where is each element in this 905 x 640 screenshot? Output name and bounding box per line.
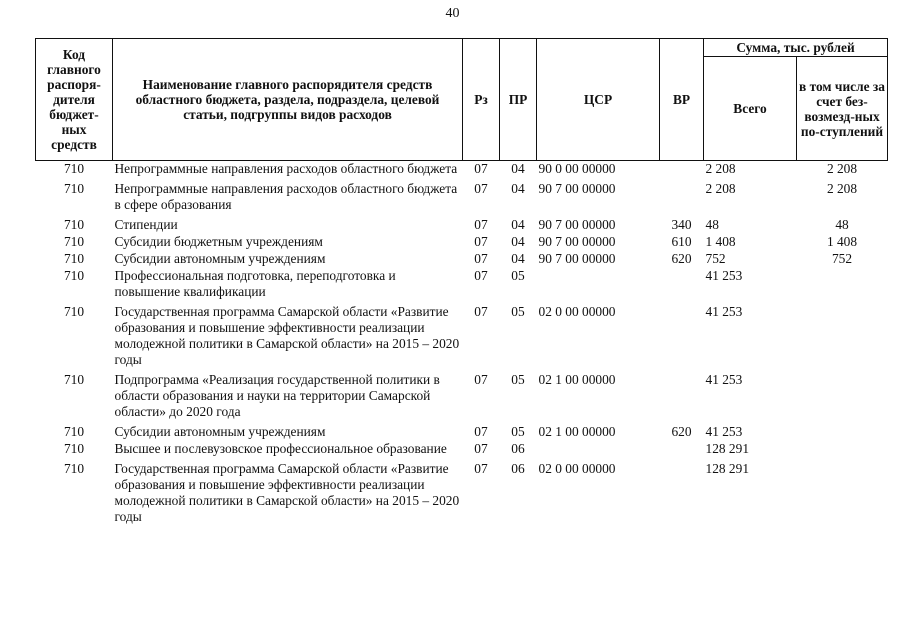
cell-rz: 07 [474,251,488,266]
cell-rz: 07 [474,424,488,439]
cell-rz: 07 [474,441,488,456]
cell-code: 710 [63,372,85,387]
cell-total: 128 291 [705,441,750,456]
header-vr: ВР [660,39,704,161]
cell-rz: 07 [474,161,488,176]
cell-rz: 07 [474,181,488,196]
cell-name: Стипендии [114,217,178,232]
cell-rz: 07 [474,372,488,387]
table-row [36,181,888,217]
cell-code: 710 [63,304,85,319]
cell-csr: 02 0 00 00000 [538,461,616,476]
cell-including [797,372,888,424]
cell-pr: 05 [511,268,525,283]
cell-total: 48 [705,217,719,232]
cell-pr: 06 [511,461,525,476]
table-row [36,424,888,441]
page-number: 40 [445,6,460,21]
cell-vr [660,181,704,217]
cell-name: Государственная программа Самарской области «Развитие образования и повышение эффективности реализации молодежной политики в Самарской области» на 2015 – 2020 годы [114,461,460,524]
cell-vr: 610 [671,234,692,249]
cell-including: 1 408 [826,234,858,249]
table-header [36,39,888,161]
cell-csr: 02 1 00 00000 [538,424,616,439]
table-row [36,161,888,182]
cell-vr: 620 [671,424,692,439]
cell-total: 128 291 [705,461,750,476]
cell-pr: 05 [511,372,525,387]
cell-including [797,461,888,529]
cell-total: 1 408 [705,234,736,249]
cell-vr: 620 [671,251,692,266]
cell-including: 2 208 [826,181,858,196]
cell-name: Подпрограмма «Реализация государственной политики в области образования и науки на территории Самарской области» до 2020 года [114,372,440,419]
cell-code: 710 [63,181,85,196]
header-sum: Сумма, тыс. рублей [704,39,888,57]
cell-rz: 07 [474,217,488,232]
cell-code: 710 [63,268,85,283]
cell-total: 752 [705,251,726,266]
cell-vr [660,441,704,461]
header-pr: ПР [500,39,537,161]
cell-csr: 90 0 00 00000 [538,161,616,176]
table-row [36,372,888,424]
cell-including: 752 [831,251,853,266]
cell-pr: 05 [511,424,525,439]
cell-csr [537,268,660,304]
table-row [36,304,888,372]
cell-including: 48 [835,217,849,232]
cell-csr: 90 7 00 00000 [538,251,616,266]
cell-total: 41 253 [705,424,743,439]
cell-vr [660,304,704,372]
cell-rz: 07 [474,268,488,283]
cell-vr [660,268,704,304]
table-row [36,234,888,251]
cell-code: 710 [63,424,85,439]
cell-rz: 07 [474,304,488,319]
cell-name: Непрограммные направления расходов областного бюджета в сфере образования [114,181,458,212]
cell-total: 41 253 [705,268,743,283]
cell-csr [537,441,660,461]
cell-code: 710 [63,217,85,232]
header-including: в том числе за счет без-возмезд-ных по-ступлений [797,57,888,161]
cell-code: 710 [63,251,85,266]
table-body [36,161,888,530]
cell-pr: 06 [511,441,525,456]
cell-vr [660,372,704,424]
cell-total: 2 208 [705,181,736,196]
cell-code: 710 [63,161,85,176]
cell-vr [660,161,704,182]
cell-csr: 02 0 00 00000 [538,304,616,319]
header-name: Наименование главного распорядителя средств областного бюджета, раздела, подраздела, целевой статьи, подгруппы видов расходов [113,39,463,161]
header-csr: ЦСР [537,39,660,161]
cell-pr: 04 [511,161,525,176]
cell-name: Профессиональная подготовка, переподготовка и повышение квалификации [114,268,396,299]
cell-including: 2 208 [826,161,858,176]
cell-name: Субсидии бюджетным учреждениям [114,234,323,249]
cell-vr: 340 [671,217,692,232]
table-row [36,461,888,529]
cell-total: 41 253 [705,372,743,387]
cell-name: Высшее и послевузовское профессиональное образование [114,441,447,456]
cell-including [797,424,888,441]
cell-including [797,441,888,461]
header-code: Код главного распоря-дителя бюджет-ных средств [36,39,113,161]
cell-rz: 07 [474,234,488,249]
table-row [36,251,888,268]
cell-name: Государственная программа Самарской области «Развитие образования и повышение эффективности реализации молодежной политики в Самарской области» на 2015 – 2020 годы [114,304,460,367]
table-row [36,268,888,304]
cell-code: 710 [63,461,85,476]
cell-pr: 05 [511,304,525,319]
cell-code: 710 [63,234,85,249]
table-row [36,217,888,234]
cell-name: Субсидии автономным учреждениям [114,424,326,439]
cell-total: 2 208 [705,161,736,176]
cell-rz: 07 [474,461,488,476]
cell-csr: 02 1 00 00000 [538,372,616,387]
cell-name: Субсидии автономным учреждениям [114,251,326,266]
budget-table [35,38,888,529]
cell-csr: 90 7 00 00000 [538,217,616,232]
header-total: Всего [704,57,797,161]
cell-pr: 04 [511,217,525,232]
cell-pr: 04 [511,251,525,266]
cell-csr: 90 7 00 00000 [538,234,616,249]
table-row [36,441,888,461]
cell-vr [660,461,704,529]
cell-pr: 04 [511,234,525,249]
cell-csr: 90 7 00 00000 [538,181,616,196]
cell-code: 710 [63,441,85,456]
cell-including [797,268,888,304]
cell-including [797,304,888,372]
header-rz: Рз [463,39,500,161]
cell-name: Непрограммные направления расходов областного бюджета [114,161,458,176]
cell-pr: 04 [511,181,525,196]
cell-total: 41 253 [705,304,743,319]
